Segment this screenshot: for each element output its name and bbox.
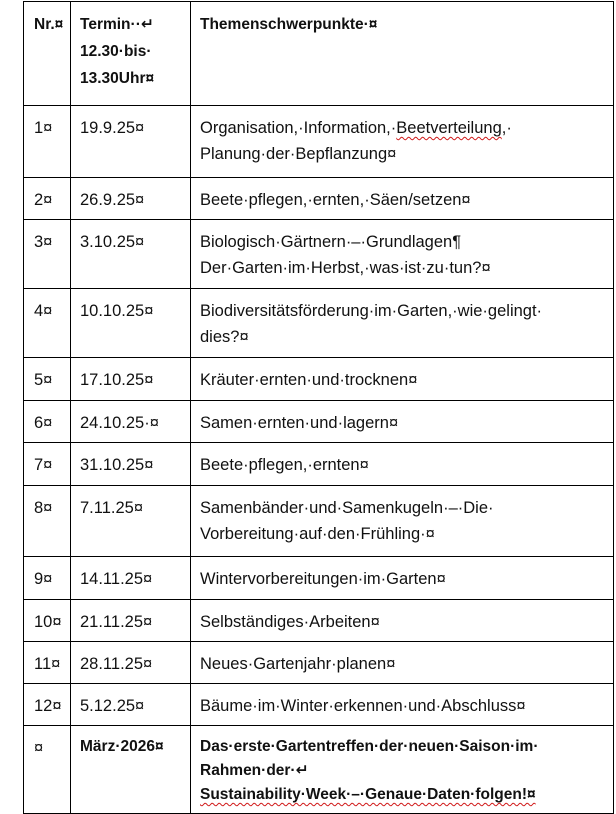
topic-line1	[200, 115, 605, 141]
table-row	[24, 600, 614, 642]
table-row	[24, 106, 614, 178]
cell-topic[interactable]: Selbständiges·Arbeiten¤	[191, 600, 614, 642]
topic-line2: Der·Garten·im·Herbst,·was·ist·zu·tun?¤	[200, 259, 491, 277]
header-row	[24, 2, 614, 106]
cell-topic[interactable]: Samen·ernten·und·lagern¤	[191, 401, 614, 443]
cell-date[interactable]: 26.9.25¤	[71, 178, 191, 220]
cell-date[interactable]: 28.11.25¤	[71, 642, 191, 684]
cell-topic[interactable]	[191, 486, 614, 557]
topic-line1: Biologisch·Gärtnern·–·Grundlagen¶	[200, 233, 462, 251]
topic-text: ,·	[501, 119, 512, 137]
header-themen[interactable]: Themenschwerpunkte·¤	[191, 2, 614, 106]
table-row	[24, 401, 614, 443]
cell-date[interactable]: 24.10.25·¤	[71, 401, 191, 443]
table-row	[24, 358, 614, 401]
cell-nr[interactable]: 12¤	[24, 684, 71, 726]
table-row	[24, 684, 614, 726]
cell-date[interactable]: 14.11.25¤	[71, 557, 191, 600]
footer-row	[24, 726, 614, 814]
cell-date[interactable]: 7.11.25¤	[71, 486, 191, 557]
cell-date[interactable]: März·2026¤	[71, 726, 191, 814]
topic-line1: Biodiversitätsförderung·im·Garten,·wie·gelingt·	[200, 302, 543, 320]
cell-nr[interactable]: 9¤	[24, 557, 71, 600]
cell-date[interactable]: 31.10.25¤	[71, 443, 191, 486]
cell-nr[interactable]: 3¤	[24, 220, 71, 289]
table-row	[24, 486, 614, 557]
cell-nr[interactable]: 4¤	[24, 289, 71, 358]
cell-topic[interactable]	[191, 726, 614, 814]
table-row	[24, 289, 614, 358]
topic-line2: dies?¤	[200, 328, 249, 346]
topic-text: Organisation,·Information,·	[200, 119, 397, 137]
cell-topic[interactable]: Bäume·im·Winter·erkennen·und·Abschluss¤	[191, 684, 614, 726]
cell-topic[interactable]: Neues·Gartenjahr·planen¤	[191, 642, 614, 684]
cell-nr[interactable]: 11¤	[24, 642, 71, 684]
table-row	[24, 642, 614, 684]
cell-topic[interactable]	[191, 289, 614, 358]
cell-nr[interactable]: 8¤	[24, 486, 71, 557]
cell-date[interactable]: 21.11.25¤	[71, 600, 191, 642]
cell-topic[interactable]	[191, 220, 614, 289]
cell-topic[interactable]: Wintervorbereitungen·im·Garten¤	[191, 557, 614, 600]
cell-nr[interactable]: 7¤	[24, 443, 71, 486]
table-row	[24, 557, 614, 600]
cell-nr[interactable]: 2¤	[24, 178, 71, 220]
header-termin-line2: 12.30·bis·	[80, 43, 152, 60]
cell-date[interactable]: 5.12.25¤	[71, 684, 191, 726]
table-row	[24, 443, 614, 486]
header-nr[interactable]: Nr.¤	[24, 2, 71, 106]
topic-line1: Das·erste·Gartentreffen·der·neuen·Saison·im·	[200, 738, 539, 755]
header-termin-line3: 13.30Uhr¤	[80, 70, 155, 87]
schedule-table	[23, 1, 614, 814]
cell-date[interactable]: 19.9.25¤	[71, 106, 191, 178]
topic-line2: Planung·der·Bepflanzung¤	[200, 145, 397, 163]
table-row	[24, 178, 614, 220]
cell-date[interactable]: 17.10.25¤	[71, 358, 191, 401]
topic-line2: Rahmen·der·↵	[200, 762, 309, 779]
spellcheck-word[interactable]: Beetverteilung	[396, 119, 502, 137]
table-row	[24, 220, 614, 289]
cell-topic[interactable]: Beete·pflegen,·ernten,·Säen/setzen¤	[191, 178, 614, 220]
cell-nr[interactable]: 5¤	[24, 358, 71, 401]
cell-date[interactable]: 10.10.25¤	[71, 289, 191, 358]
topic-line1: Samenbänder·und·Samenkugeln·–·Die·	[200, 499, 494, 517]
cell-date[interactable]: 3.10.25¤	[71, 220, 191, 289]
header-termin[interactable]	[71, 2, 191, 106]
cell-nr[interactable]: 10¤	[24, 600, 71, 642]
topic-line2: Vorbereitung·auf·den·Frühling·¤	[200, 525, 435, 543]
cell-nr[interactable]: 1¤	[24, 106, 71, 178]
cell-topic[interactable]	[191, 106, 614, 178]
header-termin-line1: Termin··↵	[80, 16, 154, 33]
topic-line3: Sustainability·Week·–·Genaue·Daten·folgen!¤	[200, 786, 536, 803]
cell-nr[interactable]: ¤	[24, 726, 71, 814]
cell-topic[interactable]: Kräuter·ernten·und·trocknen¤	[191, 358, 614, 401]
cell-topic[interactable]: Beete·pflegen,·ernten¤	[191, 443, 614, 486]
cell-nr[interactable]: 6¤	[24, 401, 71, 443]
